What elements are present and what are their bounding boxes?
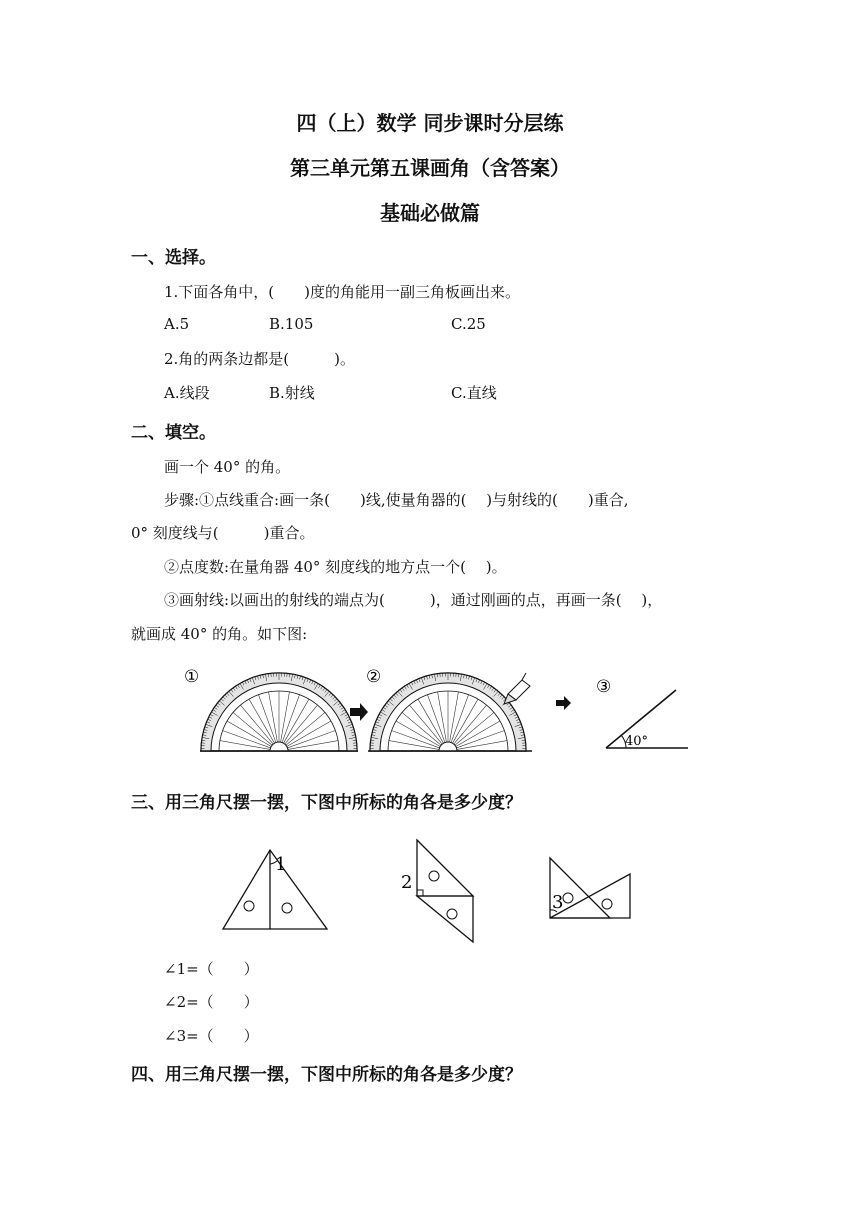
set-square-pair-3 <box>550 858 630 918</box>
question-2-option-a: A.线段 <box>164 384 210 402</box>
section-heading-triangle-2: 四、用三角尺摆一摆，下图中所标的角各是多少度？ <box>131 1065 522 1085</box>
arrow-1 <box>350 703 368 721</box>
protractor-steps-figure <box>180 660 700 765</box>
section-heading-fill: 二、填空。 <box>131 423 216 443</box>
question-2-option-c: C.直线 <box>451 384 497 402</box>
step-2-marker: ② <box>366 667 382 687</box>
section-heading-triangle-1: 三、用三角尺摆一摆，下图中所标的角各是多少度？ <box>131 793 522 813</box>
protractor-1 <box>201 673 357 751</box>
question-1-option-a: A.5 <box>164 315 190 333</box>
question-1-option-b: B.105 <box>269 315 314 333</box>
answer-angle-1: ∠1=（ ） <box>164 960 259 978</box>
angle-label-2: 2 <box>401 872 413 893</box>
fill-step-3-cont: 就画成 40° 的角。如下图: <box>131 625 308 643</box>
set-square-pair-1 <box>223 850 327 929</box>
fill-intro: 画一个 40° 的角。 <box>164 458 291 476</box>
set-square-figure <box>215 840 645 950</box>
step-3-marker: ③ <box>596 677 612 697</box>
angle-40-drawing <box>606 690 688 749</box>
page-title: 四（上）数学 同步课时分层练 <box>296 111 564 135</box>
pencil-icon <box>504 673 530 704</box>
fill-step-2: ②点度数:在量角器 40° 刻度线的地方点一个( )。 <box>164 558 507 576</box>
page-subtitle: 第三单元第五课画角（含答案） <box>290 156 570 180</box>
angle-label-1: 1 <box>275 854 287 875</box>
fill-step-1: 步骤:①点线重合:画一条( )线,使量角器的( )与射线的( )重合, <box>164 491 629 509</box>
protractor-2 <box>370 673 526 751</box>
question-1-stem: 1.下面各角中，( )度的角能用一副三角板画出来。 <box>164 283 521 301</box>
fill-step-3: ③画射线:以画出的射线的端点为( )，通过刚画的点，再画一条( )， <box>164 591 663 609</box>
angle-40-label: 40° <box>625 734 649 749</box>
section-heading-choice: 一、选择。 <box>131 248 216 268</box>
step-1-marker: ① <box>184 667 200 687</box>
question-2-option-b: B.射线 <box>269 384 315 402</box>
answer-angle-2: ∠2=（ ） <box>164 993 259 1011</box>
fill-step-1-cont: 0° 刻度线与( )重合。 <box>131 524 315 542</box>
set-square-pair-2 <box>401 840 473 942</box>
question-1-option-c: C.25 <box>451 315 486 333</box>
arrow-2 <box>556 696 571 710</box>
answer-angle-3: ∠3=（ ） <box>164 1027 259 1045</box>
angle-label-3: 3 <box>552 892 564 913</box>
section-level-title: 基础必做篇 <box>380 201 480 225</box>
question-2-stem: 2.角的两条边都是( )。 <box>164 350 356 368</box>
